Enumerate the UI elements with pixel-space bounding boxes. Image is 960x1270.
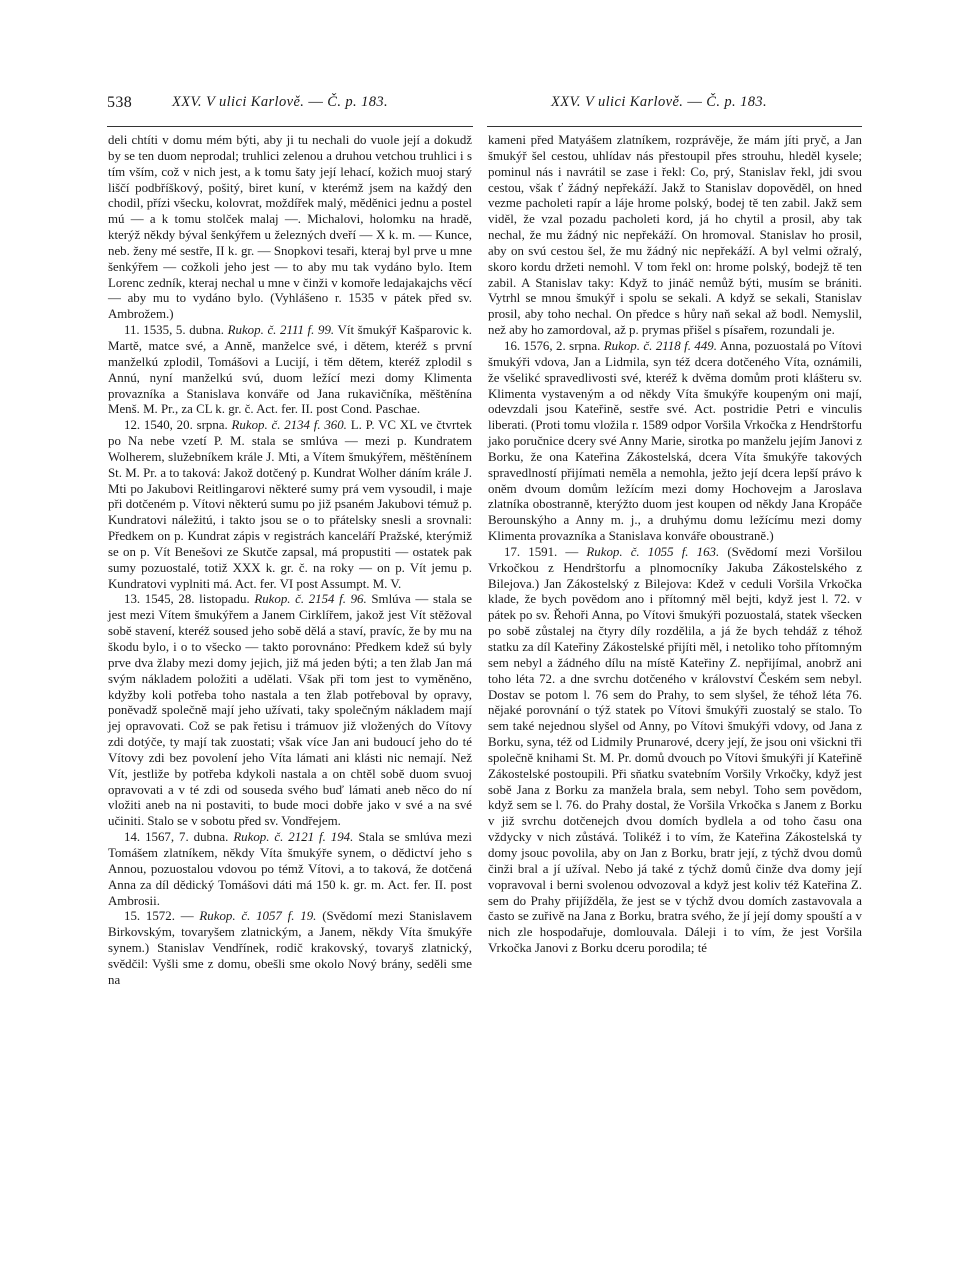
entry-15-text: (Svědomí mezi Stanislavem Birkovským, tovaryšem zlatnickým, a Janem, někdy Víta šmukýře synem.) Stanislav Vendřínek, rodič krakovský, tovaryš zlatnický, svědčil: Vyšli sme z domu, obešli sme okolo Nový brány, seděli sme na bbox=[108, 909, 472, 987]
entry-11-head: 11. 1535, 5. dubna. bbox=[124, 323, 224, 338]
entry-16-ref: Rukop. č. 2118 f. 449. bbox=[603, 338, 717, 353]
running-title-left-text: XXV. V ulici Karlově. bbox=[172, 94, 305, 110]
entry-11 bbox=[108, 323, 472, 418]
entry-12-text: L. P. VC XL ve čtvrtek po Na nebe vzetí P. M. stala se smlúva — mezi p. Kundratem Wolherem, služebníkem krále J. Mti, a Vítem šmukýřem, měštěnínem St. M. Pr. a to taková: Jakož dotčený p. Kundrat Wolher dáním krále J. Mti po Jakubovi Reitlingarovi některé sumy prá vem vysoudil, i maje při dotčeném p. Vítovi některú sumu po již psaném Jakubovi témuž p. Kundratovi náležitú, i takto jsou se o to přátelsky snesli a srovnali: Předkem on p. Kundrat zápis v registrách kanceláří Pražské, kterýmiž se on p. Vít Benešovi ze Skutče zapsal, má propustiti — ostatek pak sumy pozuostalé, totiž XXX k. gr. č. na roky — on p. Vít jemu p. Kundratovi vyplniti má. Act. fer. VI post Assumpt. M. V. bbox=[108, 418, 473, 591]
entry-15-ref: Rukop. č. 1057 f. 19. bbox=[199, 909, 317, 924]
entry-17-ref: Rukop. č. 1055 f. 163. bbox=[586, 544, 720, 559]
entry-12 bbox=[108, 418, 472, 592]
entry-14-head: 14. 1567, 7. dubna. bbox=[124, 830, 229, 845]
entry-17 bbox=[488, 545, 862, 957]
page-header bbox=[0, 94, 960, 118]
paragraph-continuation: deli chtíti v domu mém býti, aby ji tu nechali do vuole její a dokudž by se ten duom neprodal; truhlici zelenou a druhou vetchou truhlici i s tím vším, což v nich jest, a k tomu šaty její lehací, kožich muoj starý liščí podbříškový, pošitý, biret kuní, v kterémž jsem na každý den chodil, přízi všecku, kolovrat, moždířek malý, měděnici jednu a postel mú — a k tomu stolček malaj —. Michalovi, holomku na hradě, kterýž někdy býval šenkýřem u železných dveří — X k. m. — Kunce, neb. ženy mé sestře, II k. gr. — Snopkovi tesaři, kteraj byl prve u mne šenkýřem — cožkoli jeho jest — to aby mu tak vydáno bylo. Item Lorenc zedník, kteraj nechal u mne v činži v komoře ledajakajchs věcí — aby mu to vydáno bylo. (Vyhlášeno r. 1535 v pátek před sv. Ambrožem.) bbox=[108, 133, 472, 322]
entry-16-text: Anna, pozuostalá po Vítovi šmukýři vdova, Jan a Lidmila, syn též dcera dotčeného Víta, oznámili, že všelikć spravedlivosti své, kteréž k dvěma domům proti klášteru sv. Klimenta vystaveným a od někdy Víta šmukýře koupeným oni mají, odevzdali jsou Kateřině, sestře své. Act. postridie Petri e vinculis liberati. (Proti tomu vložila r. 1589 odpor Voršila Vrkočka z Hendrštorfu jako poručnice dcery své Anny Marie, sirotka po manželu jejím Janovi z Borku, že ona Kateřina Zákostelská, dcera Víta šmukýře takových spravedlností přijímati neměla a nemohla, ježto její dcera lepší právo k oněm dvoum domům ležícím mezi domy Hochovejm a Jaroslava zlatníka obostranně, kterýžto duom jest koupen od někdy Jana Kropáče Berounskýho a Anny m. j., a druhýmu domu ležícímu mezi domy Klimenta provazníka a Stanislava konváře oboustraně.) bbox=[488, 338, 862, 544]
running-title-right-text: XXV. V ulici Karlově. bbox=[551, 94, 684, 110]
running-title-right-dash: — bbox=[687, 94, 703, 110]
page-number: 538 bbox=[107, 94, 133, 111]
left-column bbox=[108, 133, 472, 989]
entry-14 bbox=[108, 830, 472, 909]
header-rule-right bbox=[487, 126, 862, 127]
entry-12-ref: Rukop. č. 2134 f. 360. bbox=[231, 418, 347, 433]
entry-17-text: (Svědomí mezi Voršilou Vrkočkou z Hendrštorfu a plnomocníky Jakuba Zákostelského z Bilejova.) Jan Zákostelský z Bilejova: Kdež v ceduli Voršila Vrkočka klade, že bych povědom ano i přítomný měl bejti, když jest l. 72. v pátek po sv. Řehoři Anna, po Vítovi šmukýři pozuostalá, statek všecken po sobě zůstalej na čtyry díly rozdělila, a já že bych tehdáž z téhož statku za díl Kateřiny Zákostelské přijíti měl, i netoliko toho přítomným sem nebyl a žádného dílu na místě Kateřiny Z. nepřijímal, anobrž ani toho léta 72. a dne svrchu dotčeného v království Českém sem nebyl. Dostav se potom l. 76 sem do Prahy, to sem slyšel, že téhož léta 76. nějaké porovnání o týž statek po Vítovi šmukýři zuostalý se stalo. To sem také nejednou slyšel od Anny, po Vítovi šmukýři vdovy, od Jana z Borku, syna, též od Lidmily Prunarové, dcery její, že jsou oni všickni tři společně knihami St. M. Pr. domů dvouch po Vítovi šmukýři jí Kateřině Zákostelské postoupili. Při sňatku svatebním Voršily Vrkočky, když jest sobě Jana z Borku za manžela brala, sem nebyl. Toho sem povědom, když sem se l. 76. do Prahy dostal, že Voršila Vrkočka s Janem z Borku v již svrchu dotčenejch dvou domích bydlela a od toho času ona vždycky v nich zůstává. Tolikéž i to vím, že Kateřina Zákostelská ty domy jsouc povolila, aby on Jan z Borku, bratr její, z týchž dvou domů činži bral a jí užíval. Nebo já také z týchž domů činže dva domy její vopravoval i berni svolenou odvozoval a když jest koliv též Kateřina Z. sem do Prahy přijížděla, že jest se v týchž dvou domích zastavovala a často se zuřivě na Jana z Borku, bratra svého, že jí její domy spouští a v nich zle hospodařuje, domlouvala. Dáleji i to vím, že jest Voršila Vrkočka Janovi z Borku dceru porodila; té bbox=[488, 544, 862, 956]
entry-14-text: Stala se smlúva mezi Tomášem zlatníkem, někdy Víta šmukýře synem, o dědictví jeho s Annou, pozuostalou vdovou po témž Vítovi, a to taková, že dotčená Anna za díl dědický Tomášovi dáti má 150 k. gr. m. Act. fer. II. post Ambrosii. bbox=[108, 830, 472, 908]
running-title-left bbox=[172, 94, 388, 111]
running-title-right-cp: Č. p. 183. bbox=[706, 94, 768, 110]
entry-17-head: 17. 1591. — bbox=[504, 544, 579, 559]
entry-15 bbox=[108, 909, 472, 988]
entry-13-ref: Rukop. č. 2154 f. 96. bbox=[254, 592, 367, 607]
entry-15-head: 15. 1572. — bbox=[124, 909, 194, 924]
entry-16 bbox=[488, 339, 862, 545]
header-rule-left bbox=[107, 126, 473, 127]
entry-13 bbox=[108, 592, 472, 830]
entry-11-text: Vít šmukýř Kašparovic k. Martě, matce své, a Anně, manželce své, i dětem, kteréž s první manželkú zplodil, Tomášovi a Lucijí, i těm dětem, kteréž zplodil s Annú, nyní manželkú svú, duom ležící mezi domy Klimenta provazníka a Stanislava konváře od Jana rukavičníka, měštěnína Menš. M. Pr., za CL k. gr. č. Act. fer. II. post Cond. Paschae. bbox=[108, 323, 473, 417]
entry-13-text: Smlúva — stala se jest mezi Vítem šmukýřem a Janem Cirklířem, jakož jest Vít stěžoval sobě stavení, kteréž soused jeho sobě dělá a staví, pravíc, že by mu na škodu bylo, i o to všecko — takto porovnáno: Předkem kdež sú byly prve dva žlaby mezi domy jejich, již má jeden býti; a ten žlab Jan má svým nákladem položiti a udělati. Však při tom jest to vyměněno, kdyžby koli potřeba toho nastala a ten žlab potřeboval by opravy, poněvadž společně mají jeho užívati, taky společným nákladem mají jej opravovati. Což se pak řetisu i trámuov již vložených do Vítovy zdi dotýče, ty mají tak zuostati; však více Jan ani budoucí jeho do té Vítovy zdi bez povolení jeho Víta lámati ani klásti nic nemají. Než Vít, jestliže by potřeba kdykoli nastala a on chtěl sobě duom svuoj opravovati a v té zdi od souseda svého buď lámati aneb něco do ní vložiti aneb na ni postaviti, to bude moci dobře jako v své a na své učiniti. Stalo se v sobotu před sv. Vondřejem. bbox=[108, 592, 472, 829]
entry-11-ref: Rukop. č. 2111 f. 99. bbox=[227, 323, 335, 338]
running-title-left-cp: Č. p. 183. bbox=[327, 94, 389, 110]
running-title-right bbox=[551, 94, 767, 111]
running-title-left-dash: — bbox=[308, 94, 324, 110]
entry-12-head: 12. 1540, 20. srpna. bbox=[124, 418, 228, 433]
entry-16-head: 16. 1576, 2. srpna. bbox=[504, 338, 601, 353]
paragraph-continuation-right: kameni před Matyášem zlatníkem, rozprávěje, že mám jíti pryč, a Jan šmukýř šel cestou, uhlídav nás přestoupil přes strouhu, hleděl kysele; pominul nás i navrátil se zase i řekl: Co, prý, Stanislav řekl, jdi svou cestou, však ť žádný nepřekáží. Jakž to Stanislav dopověděl, on hned vezme pacholeti rapír a láje hrome polský, bodej tě ten zabil. Jakž sem viděl, že vzal pozadu pacholeti kord, já ho chytil a prosil, aby tak nechal, že mu žádný nic nepřekáží. On hromoval. Stanislav ho prosil, aby on svú cestou šel, že mu žádný nic nepřekáží. A byl velmi ožralý, skoro kordu držeti nemohl. V tom řekl on: hrome polský, bodejž tě ten zabil. A Stanislav taky: Když to jináč nemůž býti, musím se brániti. Vytrhl se mnou šmukýř i spolu se sekali. A když se sekali, Stanislav prosil, aby toho nechal. On předce s hůry naň sekal až bodl. Nemyslil, než aby ho zamordoval, až p. prymas přišel s písařem, rozundali je. bbox=[488, 133, 862, 338]
right-column bbox=[488, 133, 862, 957]
entry-14-ref: Rukop. č. 2121 f. 194. bbox=[233, 830, 354, 845]
entry-13-head: 13. 1545, 28. listopadu. bbox=[124, 592, 250, 607]
